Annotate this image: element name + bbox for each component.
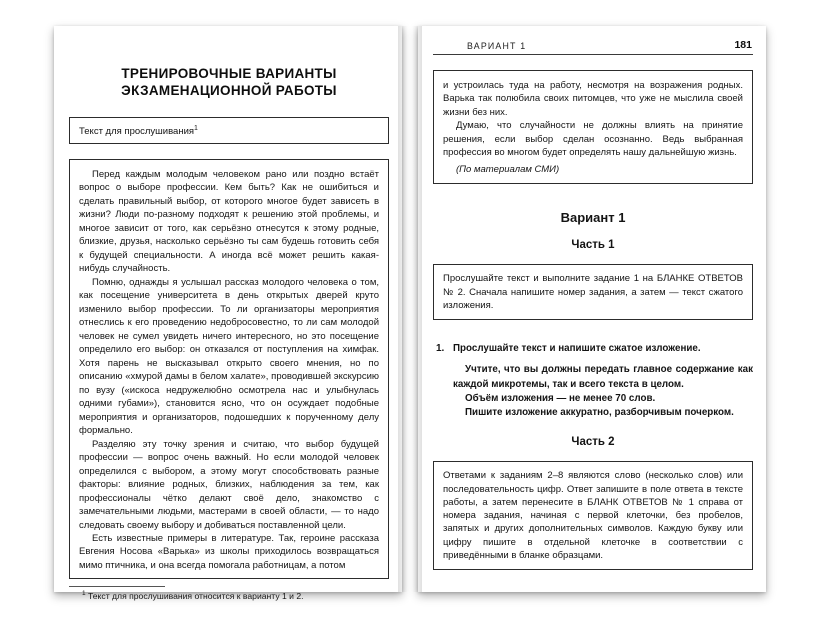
footnote-body: Текст для прослушивания относится к варианту 1 и 2. (88, 591, 304, 602)
passage-paragraph: и устроилась туда на работу, несмотря на возражения родных. Варька так полюбила своих питомцев, что уже не мыслила своей жизни без них. (443, 80, 743, 118)
passage-paragraph: Разделяю эту точку зрения и считаю, что выбор будущей профессии — вопрос очень важный. Но если молодой человек определился с выбором, а этому могут способствовать разные факторы: влияние родных, близких, наблюдения за тем, как профессионалы чётко делают своё дело, знакомство с замечательными людьми, мастерами в своей области, — то надо следовать своему выбору и добиваться поставленной цели. (79, 438, 379, 531)
source-attribution: (По материалам СМИ) (456, 163, 560, 175)
part1-instruction-box: Прослушайте текст и выполните задание 1 на БЛАНКЕ ОТВЕТОВ № 2. Сначала напишите номер задания, а затем — текст сжатого изложения. (433, 264, 753, 320)
right-page (418, 26, 766, 592)
page-title-line2: ЭКЗАМЕНАЦИОННОЙ РАБОТЫ (121, 82, 337, 98)
part1-heading: Часть 1 (571, 239, 615, 252)
task-1 (433, 342, 753, 420)
task-1-body (453, 342, 753, 420)
task-1-number: 1. (436, 343, 445, 355)
passage-paragraph: Перед каждым молодым человеком рано или поздно встаёт вопрос о выборе профессии. Кем быть? Как не ошибиться и сделать правильный выбор, от которого многое будет зависеть в жизни? Люди по-разному подходят к решению этой проблемы, и многое зависит от того, как серьёзно отнесутся к этому родные, близкие, друзья, насколько серьёзно ты сам будешь готовить себя к будущей специальности. А иногда всё может решить какая-нибудь случайность. (79, 168, 379, 275)
passage-continuation-box (433, 70, 753, 184)
task-1-title: Прослушайте текст и напишите сжатое изложение. (453, 343, 701, 355)
running-head-row (433, 40, 753, 55)
passage-paragraph: Есть известные примеры в литературе. Так, героине рассказа Евгения Носова «Варька» из школы приходилось возвращаться мимо птичника, и она всегда помогала работницам, а потом (79, 532, 379, 571)
footnote (69, 586, 389, 602)
part2-heading: Часть 2 (571, 436, 615, 449)
variant-heading: Вариант 1 (560, 210, 626, 226)
listening-footnote-ref: 1 (194, 124, 198, 132)
page-title (69, 66, 389, 100)
page-number: 181 (734, 39, 752, 51)
footnote-rule (69, 586, 165, 587)
page-title-line1: ТРЕНИРОВОЧНЫЕ ВАРИАНТЫ (121, 66, 337, 81)
task-1-line: Объём изложения — не менее 70 слов. (465, 392, 656, 404)
footnote-text (69, 590, 389, 602)
footnote-ref: 1 (82, 590, 86, 598)
listening-label: Текст для прослушивания (79, 125, 195, 137)
task-1-line: Учтите, что вы должны передать главное содержание как каждой микротемы, так и всего текста в целом. (453, 364, 753, 390)
passage-paragraph: Помню, однажды я услышал рассказ молодого человека о том, как посещение университета в день открытых дверей круто изменило выбор профессии. То ли организаторы мероприятия отнеслись к его проведению недобросовестно, то ли сам молодой человек не сумел увидеть ничего интересного, но это посещение определило его выбор: он отказался от поступления на химфак. Хотя парень не высказывал открыто своего мнения, но по описанию «хмурой дамы в белом халате», проводившей экскурсию по вузу («искоса недружелюбно осмотрела нас и улыбнулась одними губами»), становится ясно, что он осуждает подобные мероприятия и организаторов, подошедших к порученному делу формально. (79, 276, 379, 437)
listening-label-box (69, 117, 389, 144)
passage-paragraph: Думаю, что случайности не должны влиять на принятие решения, если выбор сделан осознанно. Ведь выбранная профессия во многом будет определять нашу дальнейшую жизнь. (443, 120, 743, 159)
task-1-line: Пишите изложение аккуратно, разборчивым почерком. (465, 407, 734, 419)
running-head: ВАРИАНТ 1 (467, 41, 527, 51)
left-page (54, 26, 402, 602)
listening-text-box (69, 159, 389, 580)
part2-instruction-box: Ответами к заданиям 2–8 являются слово (несколько слов) или последовательность цифр. Ответ запишите в поле ответа в тексте работы, а затем перенесите в БЛАНК ОТВЕТОВ № 1 справа от номера задания, начиная с первой клеточки, без пробелов, запятых и других дополнительных символов. Каждую букву или цифру пишите в отдельной клеточке в соответствии с приведёнными в бланке образцами. (433, 461, 753, 570)
